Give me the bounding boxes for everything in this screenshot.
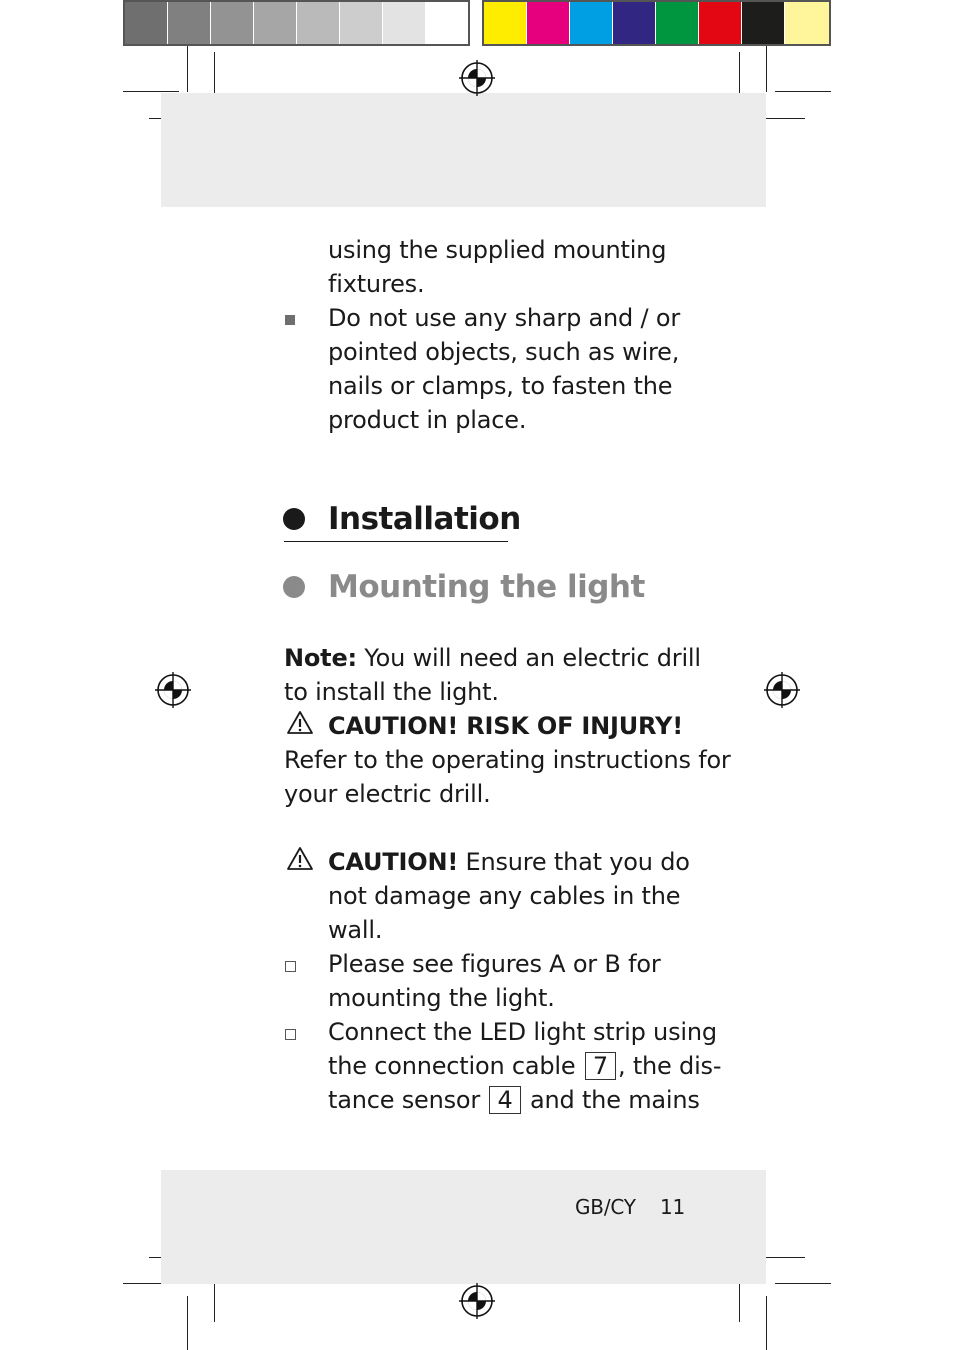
warning-triangle-icon (286, 710, 314, 735)
step-line: mounting the light. (328, 984, 555, 1012)
section-title: Installation (328, 501, 521, 537)
caution-line: wall. (328, 916, 383, 944)
registration-mark-icon (459, 60, 495, 96)
grayscale-frame (123, 0, 470, 46)
subsection-dot-icon (283, 576, 305, 598)
note-label: Note: (284, 644, 357, 672)
registration-mark-icon (764, 672, 800, 708)
step-text: the connection cable (328, 1052, 583, 1080)
crop-mark (123, 91, 179, 92)
color-frame (482, 0, 831, 46)
caution-line: your electric drill. (284, 780, 491, 808)
caution-line: not damage any cables in the (328, 882, 681, 910)
header-panel (161, 93, 766, 207)
bullet-line: nails or clamps, to fasten the (328, 372, 673, 400)
registration-mark-icon (459, 1283, 495, 1319)
bullet-line: Do not use any sharp and / or (328, 304, 680, 332)
bullet-line: pointed objects, such as wire, (328, 338, 680, 366)
caution-label: CAUTION! RISK OF INJURY! (328, 712, 683, 740)
crop-mark (766, 1296, 767, 1350)
note-text: You will need an electric drill (356, 644, 701, 672)
caution-line (328, 845, 690, 879)
crop-mark (187, 46, 188, 92)
crop-mark (775, 91, 831, 92)
subsection-title: Mounting the light (328, 569, 645, 605)
crop-mark (775, 1283, 831, 1284)
part-reference: 7 (585, 1052, 616, 1080)
checkbox-square-icon (285, 961, 296, 972)
crop-mark (739, 1278, 740, 1322)
caution-line: Refer to the operating instructions for (284, 746, 731, 774)
note-line (284, 641, 701, 675)
continued-line: using the supplied mounting (328, 236, 667, 264)
crop-mark (214, 1278, 215, 1322)
step-line: Connect the LED light strip using (328, 1018, 717, 1046)
checkbox-square-icon (285, 1029, 296, 1040)
caution-text: Ensure that you do (458, 848, 690, 876)
page-number: 11 (660, 1195, 686, 1219)
registration-mark-icon (155, 672, 191, 708)
footer-panel (161, 1170, 766, 1284)
crop-mark (187, 1296, 188, 1350)
bullet-line: product in place. (328, 406, 527, 434)
step-text: and the mains (522, 1086, 700, 1114)
bullet-square-icon (285, 315, 295, 325)
warning-triangle-icon (286, 846, 314, 871)
crop-mark (766, 46, 767, 92)
step-line: Please see figures A or B for (328, 950, 661, 978)
step-text: tance sensor (328, 1086, 488, 1114)
step-text: , the dis- (617, 1052, 722, 1080)
footer-language: GB/CY (575, 1195, 636, 1219)
continued-line: fixtures. (328, 270, 425, 298)
step-line (328, 1083, 700, 1117)
caution-label: CAUTION! (328, 848, 459, 876)
step-line (328, 1049, 721, 1083)
note-line: to install the light. (284, 678, 499, 706)
section-underline (284, 541, 508, 542)
section-dot-icon (283, 508, 305, 530)
part-reference: 4 (489, 1086, 520, 1114)
